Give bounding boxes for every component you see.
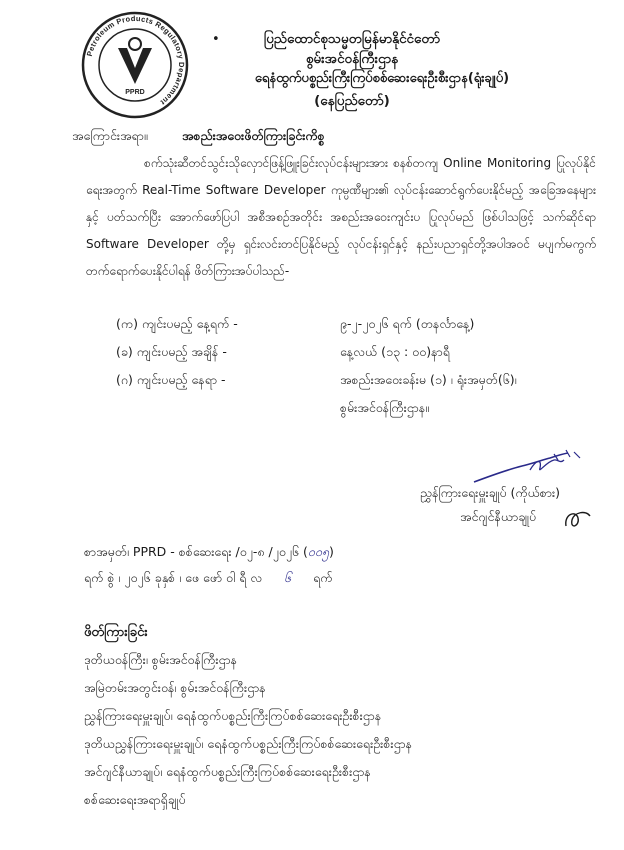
cc-item: အမြဲတမ်းအတွင်းဝန်၊ စွမ်းအင်ဝန်ကြီးဌာန [84, 680, 266, 695]
meeting-venue-label: (ဂ) ကျင်းပမည့် နေရာ - [116, 372, 226, 387]
date-text: ၊ ၂၀၂၆ ခုနှစ် ၊ ဖေ ဖော် ဝါ ရီ လ [118, 570, 263, 585]
meeting-venue-value: အစည်းအဝေးခန်းမ (၁) ၊ ရုံးအမှတ်(၆)၊ [340, 372, 517, 387]
meeting-time-value: နေ့လယ် (၁၃ : ၀၀)နာရီ [340, 344, 450, 359]
handwritten-signature [470, 448, 590, 488]
initials-scribble [560, 506, 596, 532]
cc-heading: ဖိတ်ကြားခြင်း [84, 625, 148, 640]
header-line-department: ရေနံထွက်ပစ္စည်းကြီးကြပ်စစ်ဆေးရေးဦးစီးဌာန(ရုံးချုပ်) [254, 71, 510, 86]
date-label: ရက် စွဲ [84, 570, 115, 585]
signatory-subtitle: အင်ဂျင်နီယာချုပ် [460, 509, 537, 524]
subject-text: အစည်းအဝေးဖိတ်ကြားခြင်းကိစ္စ [182, 128, 325, 143]
reference-label: စာအမှတ်၊ [84, 544, 129, 559]
cc-item: ဒုတိယညွှန်ကြားရေးမှူးချုပ်၊ ရေနံထွက်ပစ္စည်းကြီးကြပ်စစ်ဆေးရေးဦးစီးဌာန [84, 736, 413, 751]
meeting-date-label: (က) ကျင်းပမည့် နေ့ရက် - [116, 316, 238, 331]
date-suffix: ရက် [313, 570, 333, 585]
meeting-date-value: ၉-၂-၂၀၂၆ ရက် (တနင်္လာနေ့) [340, 316, 475, 331]
reference-code: PPRD - စစ်ဆေးရေး /၀၂-၈ /၂၀၂၆ ( [132, 544, 308, 559]
reference-number-handwritten: ၀၀၅ [307, 544, 330, 559]
meeting-venue-value-line2: စွမ်းအင်ဝန်ကြီးဌာန။ [340, 400, 430, 415]
cc-item: စစ်ဆေးရေးအရာရှိချုပ် [84, 792, 186, 807]
body-paragraph [86, 150, 596, 285]
header-line-ministry: စွမ်းအင်ဝန်ကြီးဌာန [305, 51, 399, 67]
date-day-handwritten: ၆ [284, 570, 292, 585]
cc-item: အင်ဂျင်နီယာချုပ်၊ ရေနံထွက်ပစ္စည်းကြီးကြပ်စစ်ဆေးရေးဦးစီးဌာန [84, 764, 371, 779]
logo-ring-text: Petroleum Products Regulatory Department [84, 13, 187, 108]
body-text: စက်သုံးဆီတင်သွင်းသိုလှောင်ဖြန့်ဖြူးခြင်းလုပ်ငန်းများအား စနစ်တကျ Online Monitoring ပြုလုပ်နိုင်ရေးအတွက် Real-Time Software Developer ကုမ္ပဏီများ၏ လုပ်ငန်းဆောင်ရွက်ပေးနိုင်မည့် အခြေအနေများနှင့် ပတ်သက်ပြီး အောက်ဖော်ပြပါ အစီအစဉ်အတိုင်း အစည်းအဝေးကျင်းပ ပြုလုပ်မည် ဖြစ်ပါသဖြင့် သက်ဆိုင်ရာ Software Developer တို့မှ ရှင်းလင်းတင်ပြနိုင်မည့် လုပ်ငန်းရှင်နှင့် နည်းပညာရှင်တို့အပါအဝင် မပျက်မကွက် တက်ရောက်ပေးနိုင်ပါရန် ဖိတ်ကြားအပ်ပါသည်- [86, 156, 596, 278]
header-line-country: ပြည်ထောင်စုသမ္မတမြန်မာနိုင်ငံတော် [263, 31, 441, 47]
date-line [84, 570, 333, 589]
reference-close: ) [329, 544, 334, 559]
subject-label: အကြောင်းအရာ။ [72, 128, 148, 143]
logo-inner-text: PPRD [125, 89, 145, 96]
cc-item: ညွှန်ကြားရေးမှူးချုပ်၊ ရေနံထွက်ပစ္စည်းကြီးကြပ်စစ်ဆေးရေးဦးစီးဌာန [84, 708, 382, 723]
signatory-title: ညွှန်ကြားရေးမှူးချုပ် (ကိုယ်စား) [420, 485, 561, 500]
meeting-time-label: (ခ) ကျင်းပမည့် အချိန် - [116, 344, 227, 359]
header-line-location: (နေပြည်တော်) [314, 93, 390, 109]
reference-line [84, 544, 334, 563]
header-bullet: • [212, 32, 220, 47]
cc-item: ဒုတိယဝန်ကြီး၊ စွမ်းအင်ဝန်ကြီးဌာန [84, 652, 238, 667]
